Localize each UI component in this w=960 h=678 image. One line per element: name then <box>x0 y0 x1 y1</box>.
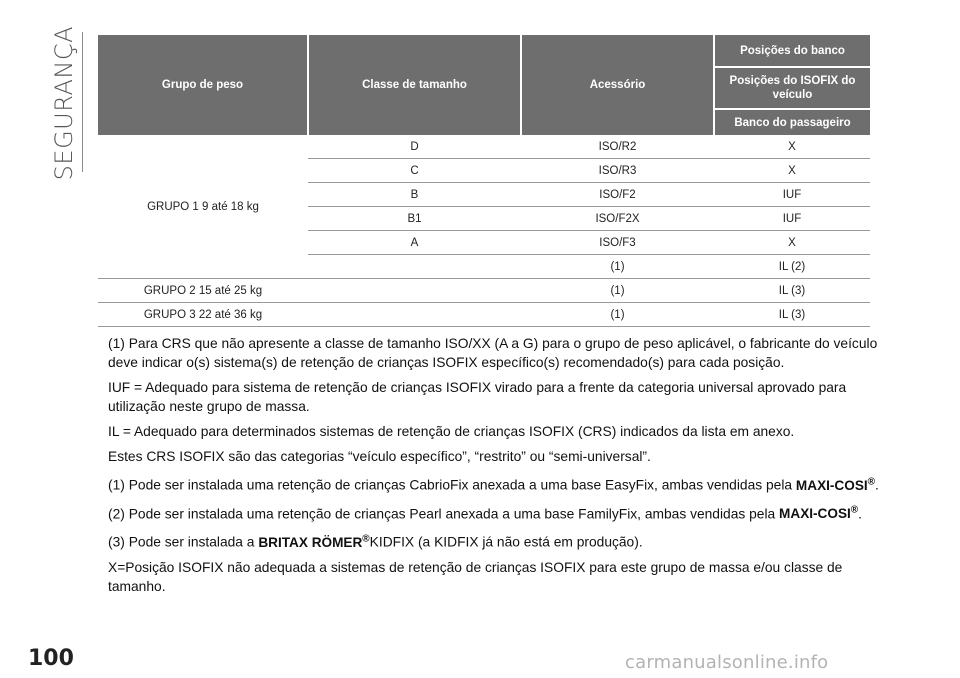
note-x: X=Posição ISOFIX não adequada a sistemas de retenção de crianças ISOFIX para este grupo de massa e/ou classe de tamanho. <box>108 559 843 594</box>
section-divider <box>82 32 83 172</box>
size-class-cell: A <box>308 231 521 255</box>
passenger-seat-cell: IUF <box>714 183 870 207</box>
accessory-cell: ISO/R2 <box>521 135 714 159</box>
group-3-label: GRUPO 3 22 até 36 kg <box>98 303 308 327</box>
passenger-seat-cell: X <box>714 159 870 183</box>
note-pearl: (2) Pode ser instalada uma retenção de crianças Pearl anexada a uma base FamilyFix, ambas vendidas pela MAXI-COSI®. <box>108 504 863 522</box>
note-size-class: (1) Para CRS que não apresente a classe de tamanho ISO/XX (A a G) para o grupo de peso aplicável, o fabricante do veículo deve indicar o(s) sistema(s) de retenção de crianças ISOFIX específico(s) recomendado(s) para cada posição. <box>108 336 878 370</box>
header-size-class: Classe de tamanho <box>308 35 521 135</box>
note-iuf: IUF = Adequado para sistema de retenção de crianças ISOFIX virado para a frente da categoria universal aprovado para utilização neste grupo de massa. <box>108 380 847 414</box>
header-isofix-positions: Posições do ISOFIX do veículo <box>714 67 870 109</box>
group-1-label: GRUPO 1 9 até 18 kg <box>98 135 308 279</box>
size-class-cell: D <box>308 135 521 159</box>
group-2-label: GRUPO 2 15 até 25 kg <box>98 279 308 303</box>
size-class-cell <box>308 255 521 279</box>
header-seat-positions: Posições do banco <box>714 35 870 67</box>
accessory-cell: ISO/F2 <box>521 183 714 207</box>
note-kidfix: (3) Pode ser instalada a BRITAX RÖMER®KIDFIX (a KIDFIX já não está em produção). <box>108 533 643 550</box>
table-notes <box>108 334 898 602</box>
watermark: carmanualsonline.info <box>625 652 829 673</box>
passenger-seat-cell: IL (2) <box>714 255 870 279</box>
header-passenger-seat: Banco do passageiro <box>714 109 870 135</box>
isofix-positions-table <box>98 35 870 327</box>
accessory-cell: ISO/R3 <box>521 159 714 183</box>
passenger-seat-cell: X <box>714 135 870 159</box>
brand-britax-romer: BRITAX RÖMER® <box>258 533 370 550</box>
size-class-cell: B <box>308 183 521 207</box>
brand-maxi-cosi: MAXI-COSI® <box>779 504 859 522</box>
table-row <box>98 135 870 159</box>
passenger-seat-cell: IL (3) <box>714 303 870 327</box>
accessory-cell: (1) <box>521 255 714 279</box>
passenger-seat-cell: IL (3) <box>714 279 870 303</box>
header-weight-group: Grupo de peso <box>98 35 308 135</box>
size-class-cell: C <box>308 159 521 183</box>
page-number: 100 <box>28 646 74 671</box>
brand-maxi-cosi: MAXI-COSI® <box>795 476 876 493</box>
accessory-cell: ISO/F3 <box>521 231 714 255</box>
accessory-cell: ISO/F2X <box>521 207 714 231</box>
passenger-seat-cell: IUF <box>714 207 870 231</box>
header-accessory: Acessório <box>521 35 714 135</box>
table-row <box>98 279 870 303</box>
table-row <box>98 303 870 327</box>
size-class-cell <box>308 279 521 303</box>
note-cabriofix: (1) Pode ser instalada uma retenção de crianças CabrioFix anexada a uma base EasyFix, ambas vendidas pela MAXI-COSI®. <box>108 476 879 493</box>
accessory-cell: (1) <box>521 279 714 303</box>
note-il: IL = Adequado para determinados sistemas de retenção de crianças ISOFIX (CRS) indicados da lista em anexo. <box>108 424 795 439</box>
note-categories: Estes CRS ISOFIX são das categorias “veículo específico”, “restrito” ou “semi-universal”. <box>108 449 651 464</box>
passenger-seat-cell: X <box>714 231 870 255</box>
accessory-cell: (1) <box>521 303 714 327</box>
section-title: SEGURANÇA <box>50 26 78 181</box>
size-class-cell <box>308 303 521 327</box>
size-class-cell: B1 <box>308 207 521 231</box>
